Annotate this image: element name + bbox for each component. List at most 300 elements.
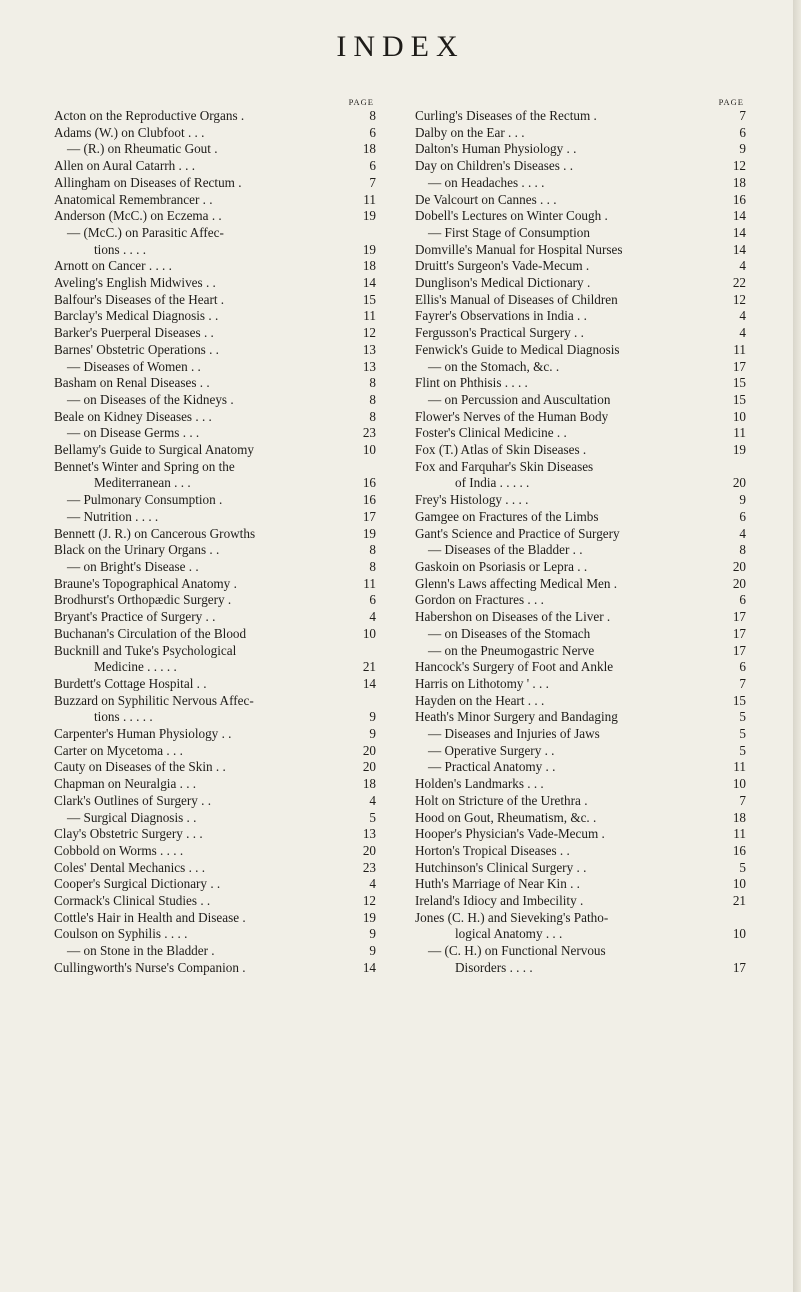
entry-page-number: 10	[732, 408, 746, 424]
index-entry	[415, 141, 746, 158]
entry-title: Mediterranean . . .	[94, 475, 191, 491]
entry-title: Fox and Farquhar's Skin Diseases	[415, 458, 594, 474]
entry-title: Foster's Clinical Medicine . .	[415, 425, 567, 441]
entry-title: Fayrer's Observations in India . .	[415, 308, 587, 324]
index-entry	[54, 359, 376, 376]
entry-page-number: 19	[362, 241, 376, 257]
entry-title: — First Stage of Consumption	[428, 224, 590, 240]
entry-title: Domville's Manual for Hospital Nurses	[415, 241, 623, 257]
entry-title: Barnes' Obstetric Operations . .	[54, 341, 219, 357]
entry-page-number: 11	[363, 575, 376, 591]
entry-title: Harris on Lithotomy ' . . .	[415, 675, 549, 691]
entry-page-number: 6	[369, 592, 376, 608]
entry-page-number: 20	[732, 475, 746, 491]
entry-page-number: 8	[369, 375, 376, 391]
entry-page-number: 7	[739, 108, 746, 123]
entry-page-number: 18	[362, 776, 376, 792]
index-entry	[415, 108, 746, 125]
index-entry	[54, 726, 376, 743]
entry-page-number: 5	[739, 709, 746, 725]
index-entry	[54, 709, 376, 726]
index-entry	[415, 843, 746, 860]
entry-title: Holden's Landmarks . . .	[415, 776, 544, 792]
index-entry	[54, 125, 376, 142]
entry-page-number: 12	[362, 325, 376, 341]
index-entry	[54, 526, 376, 543]
entry-title: — (McC.) on Parasitic Affec-	[67, 224, 224, 240]
index-entry	[54, 860, 376, 877]
entry-page-number: 23	[362, 425, 376, 441]
entry-page-number: 8	[369, 542, 376, 558]
entry-page-number: 17	[732, 642, 746, 658]
entry-title: Disorders . . . .	[455, 959, 533, 975]
entry-page-number: 10	[732, 876, 746, 892]
entry-title: Dalby on the Ear . . .	[415, 124, 525, 140]
entry-page-number: 19	[362, 909, 376, 925]
entry-page-number: 15	[732, 692, 746, 708]
index-entry	[54, 141, 376, 158]
entry-page-number: 14	[732, 208, 746, 224]
entry-title: Balfour's Diseases of the Heart .	[54, 291, 225, 307]
entry-title: Dobell's Lectures on Winter Cough .	[415, 208, 608, 224]
entry-page-number: 4	[369, 792, 376, 808]
entry-title: Chapman on Neuralgia . . .	[54, 776, 197, 792]
index-entry	[54, 592, 376, 609]
index-column-left	[54, 96, 376, 977]
entry-page-number: 9	[369, 709, 376, 725]
entry-title: — Nutrition . . . .	[67, 508, 159, 524]
entry-page-number: 11	[363, 308, 376, 324]
entry-page-number: 10	[362, 625, 376, 641]
index-entry	[415, 943, 746, 960]
entry-page-number: 18	[732, 174, 746, 190]
entry-title: Clay's Obstetric Surgery . . .	[54, 826, 203, 842]
entry-title: Hood on Gout, Rheumatism, &c. .	[415, 809, 597, 825]
entry-page-number: 9	[739, 141, 746, 157]
entry-title: tions . . . . .	[94, 709, 153, 725]
entry-page-number: 20	[362, 842, 376, 858]
index-entry	[54, 810, 376, 827]
entry-title: Ellis's Manual of Diseases of Children	[415, 291, 618, 307]
entry-title: — on Percussion and Auscultation	[428, 391, 611, 407]
index-entry	[54, 876, 376, 893]
entry-title: — Practical Anatomy . .	[428, 759, 556, 775]
entry-title: Bennett (J. R.) on Cancerous Growths	[54, 525, 256, 541]
index-column-right	[415, 96, 746, 977]
index-entry	[415, 693, 746, 710]
entry-page-number: 20	[732, 558, 746, 574]
entry-page-number: 6	[739, 508, 746, 524]
entry-page-number: 21	[362, 659, 376, 675]
entry-title: Cooper's Surgical Dictionary . .	[54, 876, 221, 892]
index-entry	[415, 308, 746, 325]
index-entry	[415, 876, 746, 893]
entry-title: Clark's Outlines of Surgery . .	[54, 792, 212, 808]
entry-page-number: 8	[369, 391, 376, 407]
index-entry	[415, 459, 746, 476]
entry-page-number: 5	[369, 809, 376, 825]
entry-title: Hancock's Surgery of Foot and Ankle	[415, 659, 614, 675]
entry-title: logical Anatomy . . .	[455, 926, 563, 942]
index-entry	[54, 960, 376, 977]
entry-title: Cottle's Hair in Health and Disease .	[54, 909, 246, 925]
index-entry	[54, 192, 376, 209]
entry-page-number: 15	[732, 391, 746, 407]
page-title: INDEX	[336, 30, 465, 63]
page-column-header: PAGE	[348, 97, 374, 107]
entry-title: Allingham on Diseases of Rectum .	[54, 174, 242, 190]
index-entry	[54, 258, 376, 275]
entry-page-number: 6	[739, 592, 746, 608]
index-entry	[415, 175, 746, 192]
entry-title: — Diseases of the Bladder . .	[428, 542, 583, 558]
index-entry	[54, 475, 376, 492]
entry-title: Dalton's Human Physiology . .	[415, 141, 577, 157]
entry-title: Holt on Stricture of the Urethra .	[415, 792, 588, 808]
index-entry	[54, 242, 376, 259]
entry-title: Cullingworth's Nurse's Companion .	[54, 959, 246, 975]
entry-title: Bryant's Practice of Surgery . .	[54, 609, 216, 625]
entry-title: — on the Stomach, &c. .	[428, 358, 560, 374]
index-entry	[415, 743, 746, 760]
entry-page-number: 5	[739, 726, 746, 742]
index-entry	[54, 158, 376, 175]
index-entry	[54, 926, 376, 943]
index-entry	[54, 843, 376, 860]
index-entry	[415, 526, 746, 543]
index-entry	[54, 576, 376, 593]
entry-page-number: 8	[369, 108, 376, 123]
entry-title: tions . . . .	[94, 241, 147, 257]
entry-page-number: 5	[739, 859, 746, 875]
index-entry	[415, 643, 746, 660]
entry-page-number: 9	[369, 943, 376, 959]
index-entry	[415, 509, 746, 526]
entry-title: Carter on Mycetoma . . .	[54, 742, 183, 758]
entry-title: — (R.) on Rheumatic Gout .	[67, 141, 218, 157]
entry-title: — on Diseases of the Kidneys .	[67, 391, 234, 407]
index-entry	[54, 659, 376, 676]
entry-title: — Surgical Diagnosis . .	[67, 809, 197, 825]
entry-title: Aveling's English Midwives . .	[54, 275, 216, 291]
entry-title: Bellamy's Guide to Surgical Anatomy	[54, 442, 254, 458]
entry-page-number: 14	[732, 241, 746, 257]
entry-page-number: 12	[362, 893, 376, 909]
entry-title: Barclay's Medical Diagnosis . .	[54, 308, 219, 324]
entry-title: Buzzard on Syphilitic Nervous Affec-	[54, 692, 254, 708]
entry-page-number: 11	[733, 341, 746, 357]
page-edge	[793, 0, 801, 1292]
index-entry	[415, 125, 746, 142]
index-entry	[54, 292, 376, 309]
entry-title: — on Bright's Disease . .	[67, 558, 199, 574]
index-entry	[54, 910, 376, 927]
index-entry	[415, 292, 746, 309]
entry-title: Gamgee on Fractures of the Limbs	[415, 508, 599, 524]
index-entry	[54, 275, 376, 292]
entry-title: Gaskoin on Psoriasis or Lepra . .	[415, 558, 588, 574]
entry-page-number: 18	[362, 141, 376, 157]
entry-page-number: 13	[362, 341, 376, 357]
entry-page-number: 4	[739, 525, 746, 541]
entry-page-number: 18	[362, 258, 376, 274]
entry-title: Horton's Tropical Diseases . .	[415, 842, 570, 858]
index-entry	[415, 392, 746, 409]
entry-title: Burdett's Cottage Hospital . .	[54, 675, 207, 691]
index-entry	[54, 225, 376, 242]
index-entry	[54, 409, 376, 426]
entry-title: Hooper's Physician's Vade-Mecum .	[415, 826, 605, 842]
entry-title: Ireland's Idiocy and Imbecility .	[415, 893, 584, 909]
entry-page-number: 17	[362, 508, 376, 524]
index-entry	[54, 893, 376, 910]
entry-title: Hayden on the Heart . . .	[415, 692, 545, 708]
entry-page-number: 20	[732, 575, 746, 591]
index-entry	[54, 442, 376, 459]
entry-title: Fenwick's Guide to Medical Diagnosis	[415, 341, 620, 357]
entry-page-number: 22	[732, 275, 746, 291]
index-entry	[54, 492, 376, 509]
index-entry	[415, 158, 746, 175]
entry-title: Bennet's Winter and Spring on the	[54, 458, 235, 474]
index-entry	[415, 826, 746, 843]
entry-title: Allen on Aural Catarrh . . .	[54, 158, 195, 174]
index-entry	[415, 442, 746, 459]
index-entry	[54, 693, 376, 710]
entry-page-number: 14	[362, 675, 376, 691]
index-entry	[54, 559, 376, 576]
entry-page-number: 19	[362, 208, 376, 224]
entry-title: Black on the Urinary Organs . .	[54, 542, 220, 558]
index-entry	[415, 793, 746, 810]
entry-title: Acton on the Reproductive Organs .	[54, 108, 245, 123]
entry-title: — on Disease Germs . . .	[67, 425, 200, 441]
entry-title: — on Headaches . . . .	[428, 174, 545, 190]
entry-title: Basham on Renal Diseases . .	[54, 375, 210, 391]
index-entry	[415, 893, 746, 910]
entry-page-number: 19	[362, 525, 376, 541]
entry-title: Dunglison's Medical Dictionary .	[415, 275, 591, 291]
entry-title: De Valcourt on Cannes . . .	[415, 191, 557, 207]
entry-title: — on the Pneumogastric Nerve	[428, 642, 595, 658]
index-entry	[54, 826, 376, 843]
entry-title: Druitt's Surgeon's Vade-Mecum .	[415, 258, 590, 274]
entry-page-number: 17	[732, 358, 746, 374]
index-entry	[54, 759, 376, 776]
entry-page-number: 9	[369, 726, 376, 742]
entry-title: Fergusson's Practical Surgery . .	[415, 325, 584, 341]
entry-title: — Pulmonary Consumption .	[67, 492, 223, 508]
index-entry	[415, 659, 746, 676]
index-entry	[415, 258, 746, 275]
entry-title: Anatomical Remembrancer . .	[54, 191, 213, 207]
entry-page-number: 17	[732, 625, 746, 641]
entry-title: Jones (C. H.) and Sieveking's Patho-	[415, 909, 609, 925]
index-entry	[54, 325, 376, 342]
entry-title: Coulson on Syphilis . . . .	[54, 926, 188, 942]
index-entry	[415, 776, 746, 793]
index-entry	[415, 192, 746, 209]
index-entry	[54, 175, 376, 192]
index-entry	[415, 409, 746, 426]
index-entry	[415, 860, 746, 877]
entry-page-number: 15	[362, 291, 376, 307]
index-entry	[415, 759, 746, 776]
index-entry	[54, 743, 376, 760]
entry-page-number: 7	[739, 675, 746, 691]
entry-title: Bucknill and Tuke's Psychological	[54, 642, 237, 658]
entry-page-number: 10	[362, 442, 376, 458]
entry-page-number: 9	[369, 926, 376, 942]
entry-page-number: 14	[362, 275, 376, 291]
entry-title: Heath's Minor Surgery and Bandaging	[415, 709, 618, 725]
index-entry	[415, 592, 746, 609]
entry-title: Hutchinson's Clinical Surgery . .	[415, 859, 587, 875]
entry-page-number: 21	[732, 893, 746, 909]
index-entry	[54, 626, 376, 643]
index-entry	[415, 275, 746, 292]
entry-title: Medicine . . . . .	[94, 659, 177, 675]
entry-page-number: 8	[739, 542, 746, 558]
index-entry	[415, 208, 746, 225]
entry-title: — on Diseases of the Stomach	[428, 625, 591, 641]
index-entry	[415, 960, 746, 977]
entry-page-number: 14	[362, 959, 376, 975]
index-entry	[415, 810, 746, 827]
entry-page-number: 12	[732, 158, 746, 174]
index-entry	[54, 308, 376, 325]
index-entry	[415, 926, 746, 943]
index-entry	[415, 626, 746, 643]
index-entry	[54, 943, 376, 960]
entry-page-number: 4	[739, 308, 746, 324]
entry-title: Flower's Nerves of the Human Body	[415, 408, 609, 424]
entry-title: Cobbold on Worms . . . .	[54, 842, 184, 858]
index-entry	[415, 475, 746, 492]
entry-title: — Operative Surgery . .	[428, 742, 555, 758]
index-entry	[54, 643, 376, 660]
entry-page-number: 8	[369, 408, 376, 424]
entry-page-number: 10	[732, 776, 746, 792]
index-entry	[54, 509, 376, 526]
entry-page-number: 7	[739, 792, 746, 808]
entry-page-number: 7	[369, 174, 376, 190]
index-entry	[54, 793, 376, 810]
entry-title: Curling's Diseases of the Rectum .	[415, 108, 597, 123]
entry-page-number: 20	[362, 742, 376, 758]
entry-page-number: 16	[732, 842, 746, 858]
index-entry	[415, 242, 746, 259]
index-entry	[54, 776, 376, 793]
entry-page-number: 14	[732, 224, 746, 240]
index-entry	[415, 225, 746, 242]
entry-title: Carpenter's Human Physiology . .	[54, 726, 232, 742]
entry-title: — Diseases and Injuries of Jaws	[428, 726, 600, 742]
index-list	[54, 108, 376, 977]
index-entry	[415, 726, 746, 743]
entry-page-number: 12	[732, 291, 746, 307]
entry-page-number: 11	[733, 826, 746, 842]
entry-page-number: 13	[362, 358, 376, 374]
index-entry	[54, 392, 376, 409]
entry-page-number: 6	[739, 124, 746, 140]
index-entry	[415, 375, 746, 392]
entry-title: — (C. H.) on Functional Nervous	[428, 943, 606, 959]
entry-title: Frey's Histology . . . .	[415, 492, 529, 508]
entry-page-number: 11	[733, 759, 746, 775]
entry-title: Habershon on Diseases of the Liver .	[415, 609, 611, 625]
entry-title: of India . . . . .	[455, 475, 530, 491]
entry-page-number: 15	[732, 375, 746, 391]
entry-page-number: 17	[732, 959, 746, 975]
index-entry	[54, 342, 376, 359]
entry-title: Glenn's Laws affecting Medical Men .	[415, 575, 618, 591]
entry-page-number: 9	[739, 492, 746, 508]
index-entry	[415, 342, 746, 359]
index-entry	[415, 910, 746, 927]
index-entry	[54, 459, 376, 476]
entry-page-number: 16	[362, 492, 376, 508]
entry-title: Arnott on Cancer . . . .	[54, 258, 172, 274]
entry-title: Adams (W.) on Clubfoot . . .	[54, 124, 205, 140]
entry-title: Fox (T.) Atlas of Skin Diseases .	[415, 442, 587, 458]
entry-page-number: 16	[362, 475, 376, 491]
entry-page-number: 6	[739, 659, 746, 675]
index-entry	[54, 208, 376, 225]
index-entry	[54, 609, 376, 626]
index-entry	[415, 576, 746, 593]
entry-title: Gordon on Fractures . . .	[415, 592, 544, 608]
entry-title: Cormack's Clinical Studies . .	[54, 893, 211, 909]
entry-title: Beale on Kidney Diseases . . .	[54, 408, 212, 424]
entry-page-number: 4	[369, 609, 376, 625]
entry-page-number: 19	[732, 442, 746, 458]
index-entry	[415, 559, 746, 576]
entry-title: Flint on Phthisis . . . .	[415, 375, 528, 391]
index-entry	[415, 359, 746, 376]
entry-page-number: 20	[362, 759, 376, 775]
index-entry	[415, 492, 746, 509]
entry-title: Braune's Topographical Anatomy .	[54, 575, 237, 591]
entry-page-number: 4	[369, 876, 376, 892]
index-entry	[415, 542, 746, 559]
entry-title: Buchanan's Circulation of the Blood	[54, 625, 247, 641]
index-entry	[415, 425, 746, 442]
entry-title: Coles' Dental Mechanics . . .	[54, 859, 206, 875]
entry-page-number: 11	[733, 425, 746, 441]
entry-title: Brodhurst's Orthopædic Surgery .	[54, 592, 232, 608]
entry-title: Anderson (McC.) on Eczema . .	[54, 208, 222, 224]
index-list	[415, 108, 746, 977]
entry-title: — on Stone in the Bladder .	[67, 943, 215, 959]
entry-title: Gant's Science and Practice of Surgery	[415, 525, 620, 541]
entry-page-number: 16	[732, 191, 746, 207]
index-entry	[415, 676, 746, 693]
entry-page-number: 5	[739, 742, 746, 758]
entry-page-number: 4	[739, 325, 746, 341]
index-entry	[54, 375, 376, 392]
entry-page-number: 6	[369, 158, 376, 174]
entry-page-number: 4	[739, 258, 746, 274]
entry-page-number: 8	[369, 558, 376, 574]
entry-title: Barker's Puerperal Diseases . .	[54, 325, 214, 341]
entry-title: Day on Children's Diseases . .	[415, 158, 574, 174]
index-entry	[54, 542, 376, 559]
entry-page-number: 23	[362, 859, 376, 875]
index-entry	[54, 108, 376, 125]
entry-page-number: 11	[363, 191, 376, 207]
index-entry	[54, 676, 376, 693]
